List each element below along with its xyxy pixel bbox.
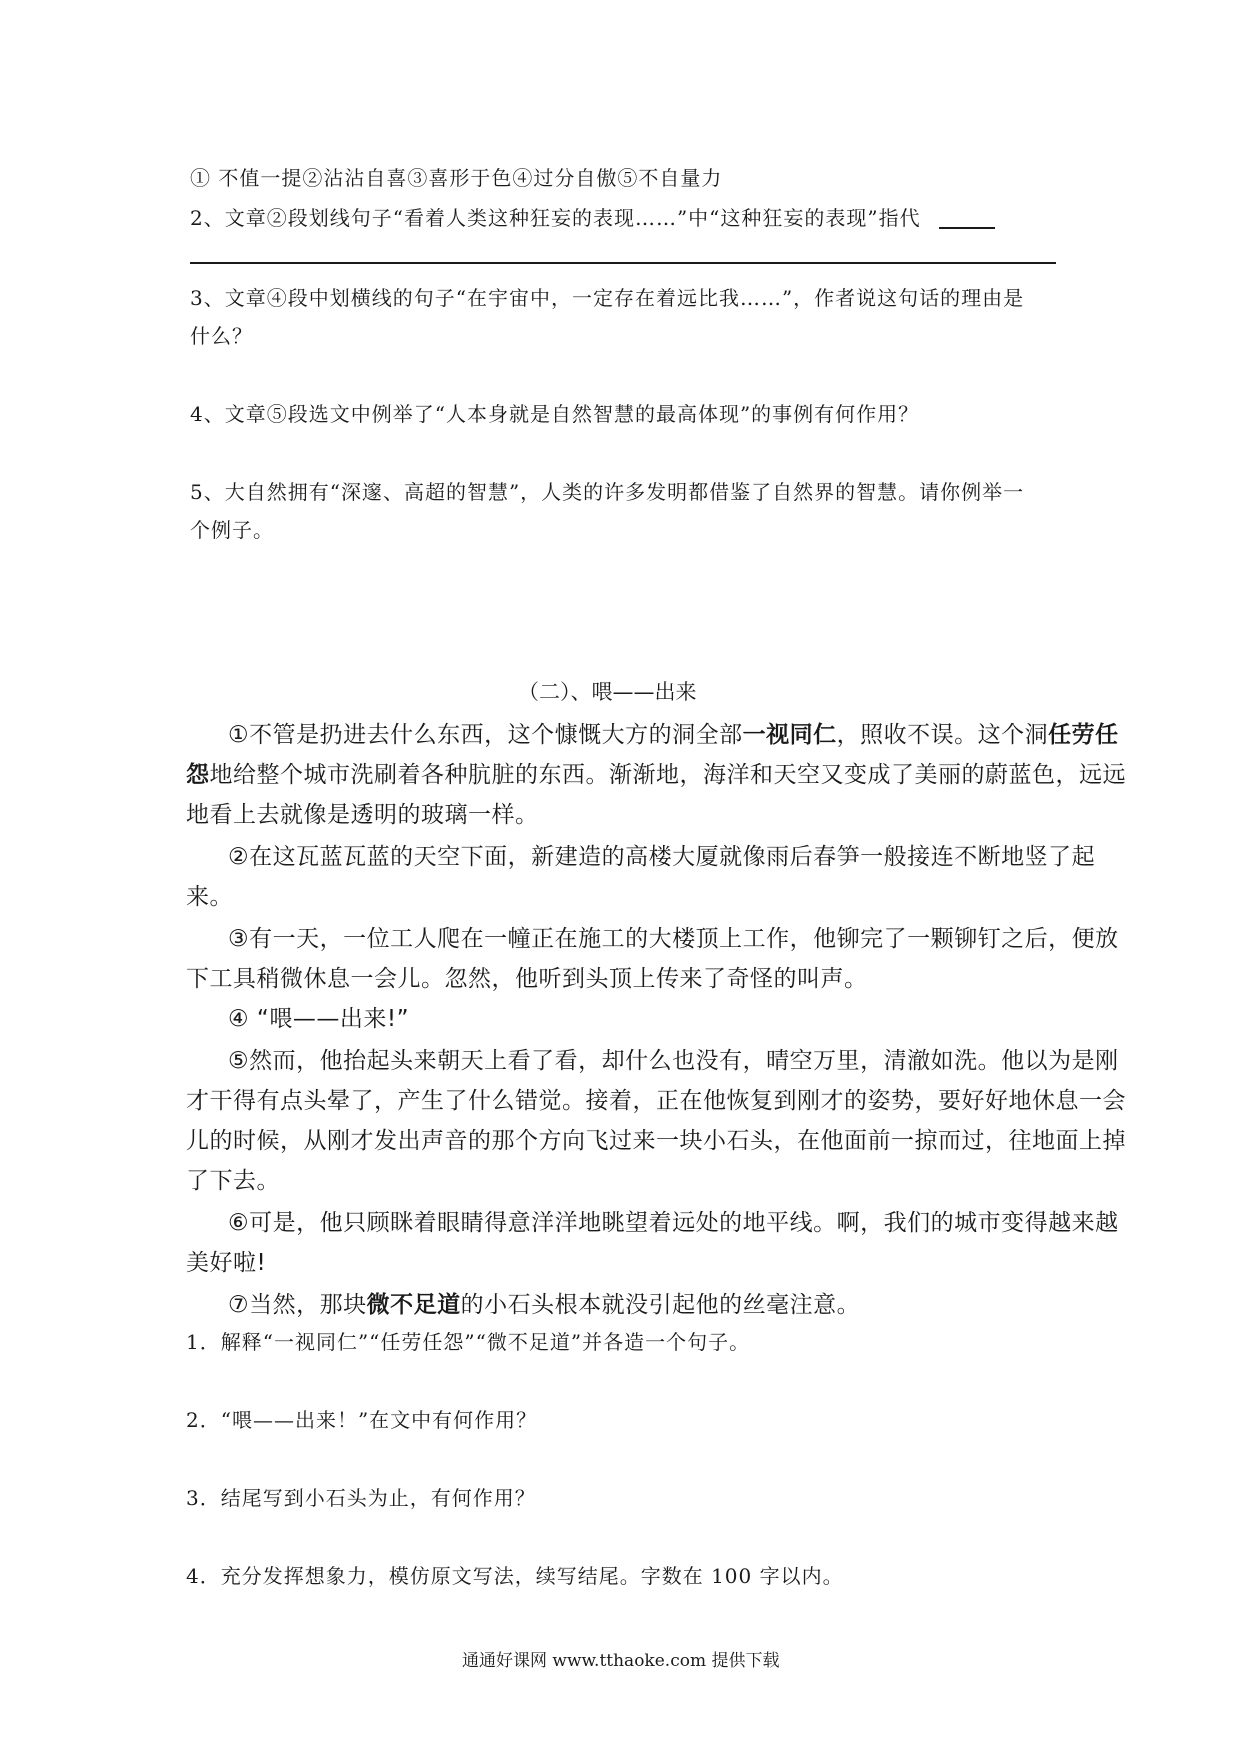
p1-text: 地给整个城市洗刷着各种肮脏的东西。渐渐地，海洋和天空又变成了美丽的蔚蓝色，远远 [209, 762, 1126, 788]
p7-text: 的小石头根本就没引起他的丝毫注意。 [460, 1292, 861, 1318]
p7-bold-term: 微不足道 [366, 1292, 461, 1318]
paragraph-2-line1: ②在这瓦蓝瓦蓝的天空下面，新建造的高楼大厦就像雨后春笋一般接连不断地竖了起 [228, 844, 1096, 870]
paragraph-5-line4: 了下去。 [186, 1168, 280, 1194]
question-3-line2: 什么？ [190, 324, 253, 348]
paragraph-6-line2: 美好啦! [186, 1250, 267, 1276]
answer-line [190, 262, 1056, 264]
question-5-line1: 5、大自然拥有“深邃、高超的智慧”，人类的许多发明都借鉴了自然界的智慧。请你例举一 [190, 480, 1025, 504]
paragraph-6-line1: ⑥可是，他只顾眯着眼睛得意洋洋地眺望着远处的地平线。啊，我们的城市变得越来越 [228, 1210, 1119, 1236]
footer-credit: 通通好课网 www.tthaoke.com 提供下载 [462, 1651, 780, 1671]
question-2-1: 1．解释“一视同仁”“任劳任怨”“微不足道”并各造一个句子。 [186, 1330, 751, 1354]
paragraph-2-line2: 来。 [186, 884, 233, 910]
p1-bold-term: 怨 [186, 762, 210, 788]
question-2-text: 2、文章②段划线句子“看着人类这种狂妄的表现……”中“这种狂妄的表现”指代 [190, 206, 921, 230]
p7-text: ⑦当然，那块 [228, 1292, 367, 1318]
p1-text: ①不管是扔进去什么东西，这个慷慨大方的洞全部 [228, 722, 743, 748]
paragraph-7 [228, 1286, 860, 1319]
paragraph-5-line1: ⑤然而，他抬起头来朝天上看了看，却什么也没有，晴空万里，清澈如洗。他以为是刚 [228, 1048, 1119, 1074]
paragraph-3-line2: 下工具稍微休息一会儿。忽然，他听到头顶上传来了奇怪的叫声。 [186, 966, 868, 992]
question-5-line2: 个例子。 [190, 518, 274, 542]
p1-text: ，照收不误。这个洞 [836, 722, 1049, 748]
question-4: 4、文章⑤段选文中例举了“人本身就是自然智慧的最高体现”的事例有何作用？ [190, 402, 920, 426]
paragraph-5-line2: 才干得有点头晕了，产生了什么错觉。接着，正在他恢复到刚才的姿势，要好好地休息一会 [186, 1088, 1126, 1114]
section-title: （二）、喂——出来 [518, 680, 697, 704]
paragraph-3-line1: ③有一天，一位工人爬在一幢正在施工的大楼顶上工作，他铆完了一颗铆钉之后，便放 [228, 926, 1119, 952]
p1-bold-term: 任劳任 [1048, 722, 1119, 748]
paragraph-1-line3: 地看上去就像是透明的玻璃一样。 [186, 802, 539, 828]
question-2-3: 3．结尾写到小石头为止，有何作用？ [186, 1486, 536, 1510]
paragraph-1-line1 [228, 716, 1119, 749]
question-2 [190, 202, 995, 231]
question-2-2: 2．“喂——出来！”在文中有何作用？ [186, 1408, 538, 1432]
answer-blank [939, 227, 995, 229]
p1-bold-term: 一视同仁 [742, 722, 837, 748]
paragraph-1-line2 [186, 756, 1126, 789]
answer-options: ① 不值一提②沾沾自喜③喜形于色④过分自傲⑤不自量力 [190, 166, 723, 190]
question-3-line1: 3、文章④段中划横线的句子“在宇宙中，一定存在着远比我……”，作者说这句话的理由是 [190, 286, 1025, 310]
paragraph-4: ④ “喂——出来!” [228, 1006, 409, 1032]
question-2-4: 4．充分发挥想象力，模仿原文写法，续写结尾。字数在 100 字以内。 [186, 1564, 844, 1588]
paragraph-5-line3: 儿的时候，从刚才发出声音的那个方向飞过来一块小石头，在他面前一掠而过，往地面上掉 [186, 1128, 1126, 1154]
